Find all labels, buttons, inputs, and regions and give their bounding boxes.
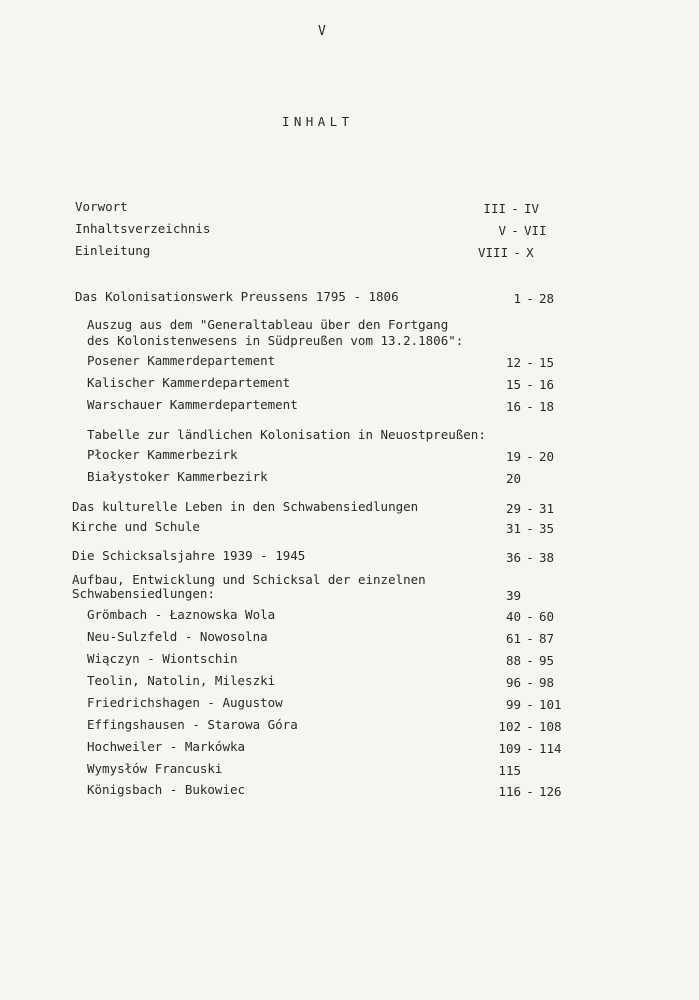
page-range-dash: - [526, 741, 534, 756]
page-from: 109 [498, 741, 521, 756]
toc-entry: Auszug aus dem "Generaltableau über den Fortgang [87, 317, 449, 332]
toc-page-range [495, 741, 562, 757]
toc-page-range [478, 201, 539, 217]
page-to: 15 [539, 355, 555, 370]
page-to: VII [524, 223, 547, 238]
page-from: V [498, 223, 506, 238]
toc-page-range [495, 291, 554, 307]
page-to: 126 [539, 784, 562, 799]
page-range-dash: - [511, 201, 519, 216]
page-range-dash: - [526, 291, 534, 306]
toc-page-range [495, 631, 554, 647]
toc-page-range [495, 653, 554, 669]
toc-entry: Posener Kammerdepartement [87, 353, 276, 368]
toc-entry: Płocker Kammerbezirk [87, 447, 238, 462]
toc-entry: Kirche und Schule [72, 519, 200, 534]
page-from: 19 [505, 449, 521, 464]
page-to: 98 [539, 675, 555, 690]
toc-entry: Białystoker Kammerbezirk [87, 469, 268, 484]
toc-entry: Die Schicksalsjahre 1939 - 1945 [72, 548, 306, 563]
toc-entry: Das Kolonisationswerk Preussens 1795 - 1806 [75, 289, 399, 304]
toc-entry: Das kulturelle Leben in den Schwabensiedlungen [72, 499, 419, 514]
page-from: III [483, 201, 506, 216]
page-title: INHALT [282, 114, 354, 129]
toc-entry: Tabelle zur ländlichen Kolonisation in Neuostpreußen: [87, 427, 486, 442]
page-from: 15 [505, 377, 521, 392]
toc-entry: Vorwort [75, 199, 128, 214]
toc-page-range [495, 449, 554, 465]
page-to: 108 [539, 719, 562, 734]
toc-entry: Warschauer Kammerdepartement [87, 397, 298, 412]
toc-page-range [495, 399, 554, 415]
toc-entry: Schwabensiedlungen: [72, 586, 215, 601]
page-range-dash: - [526, 377, 534, 392]
page-range-dash: - [526, 784, 534, 799]
page-from: 20 [505, 471, 521, 486]
page-range-dash: - [526, 631, 534, 646]
page-to: 20 [539, 449, 555, 464]
toc-page-range [495, 355, 554, 371]
toc-entry: Kalischer Kammerdepartement [87, 375, 291, 390]
page-from: 16 [505, 399, 521, 414]
toc-page-range [495, 763, 521, 779]
toc-page-range [495, 501, 554, 517]
page-to: 35 [539, 521, 555, 536]
toc-entry: Aufbau, Entwicklung und Schicksal der einzelnen [72, 572, 426, 587]
toc-page-range [495, 521, 554, 537]
page-from: 36 [505, 550, 521, 565]
page-range-dash: - [526, 501, 534, 516]
page-from: 1 [513, 291, 521, 306]
toc-entry: Friedrichshagen - Augustow [87, 695, 283, 710]
toc-entry: Neu-Sulzfeld - Nowosolna [87, 629, 268, 644]
page-from: VIII [478, 245, 509, 260]
page-to: 95 [539, 653, 555, 668]
page-to: 16 [539, 377, 555, 392]
page-to: 38 [539, 550, 555, 565]
page-range-dash: - [526, 675, 534, 690]
page-from: 12 [505, 355, 521, 370]
page-range-dash: - [526, 521, 534, 536]
page-from: 29 [505, 501, 521, 516]
toc-entry: Hochweiler - Markówka [87, 739, 246, 754]
toc-entry: Effingshausen - Starowa Góra [87, 717, 298, 732]
page-from: 88 [505, 653, 521, 668]
toc-page-range [495, 471, 521, 487]
page-to: 28 [539, 291, 555, 306]
page-to: 114 [539, 741, 562, 756]
page-number: V [318, 24, 326, 39]
page-range-dash: - [526, 697, 534, 712]
toc-page-range [495, 697, 562, 713]
toc-page-range [495, 719, 562, 735]
page-range-dash: - [513, 245, 521, 260]
toc-page-range [495, 377, 554, 393]
toc-entry: Einleitung [75, 243, 151, 258]
toc-entry: Wiączyn - Wiontschin [87, 651, 238, 666]
page-from: 39 [505, 588, 521, 603]
toc-entry: Teolin, Natolin, Mileszki [87, 673, 276, 688]
page-range-dash: - [526, 653, 534, 668]
toc-entry: Inhaltsverzeichnis [75, 221, 211, 236]
page-from: 96 [505, 675, 521, 690]
page-from: 61 [505, 631, 521, 646]
toc-entry: Wymysłów Francuski [87, 761, 223, 776]
page-range-dash: - [526, 609, 534, 624]
page-to: 87 [539, 631, 555, 646]
page-to: 18 [539, 399, 555, 414]
page-from: 102 [498, 719, 521, 734]
page-range-dash: - [526, 355, 534, 370]
page-from: 99 [505, 697, 521, 712]
toc-page-range [478, 245, 534, 261]
toc-page-range [495, 675, 554, 691]
page-to: 31 [539, 501, 555, 516]
toc-page-range [495, 784, 562, 800]
toc-page-range [495, 550, 554, 566]
toc-page-range [478, 223, 547, 239]
page-to: X [526, 245, 534, 260]
toc-entry: des Kolonistenwesens in Südpreußen vom 13.2.1806": [87, 333, 464, 348]
toc-entry: Grömbach - Łaznowska Wola [87, 607, 276, 622]
page-to: 60 [539, 609, 555, 624]
page-from: 31 [505, 521, 521, 536]
page-to: IV [524, 201, 540, 216]
page-to: 101 [539, 697, 562, 712]
page-from: 40 [505, 609, 521, 624]
page-range-dash: - [526, 399, 534, 414]
toc-page-range [495, 588, 521, 604]
page-range-dash: - [511, 223, 519, 238]
page-range-dash: - [526, 449, 534, 464]
page-range-dash: - [526, 719, 534, 734]
page-range-dash: - [526, 550, 534, 565]
page-from: 116 [498, 784, 521, 799]
toc-entry: Königsbach - Bukowiec [87, 782, 246, 797]
page-from: 115 [498, 763, 521, 778]
toc-page-range [495, 609, 554, 625]
